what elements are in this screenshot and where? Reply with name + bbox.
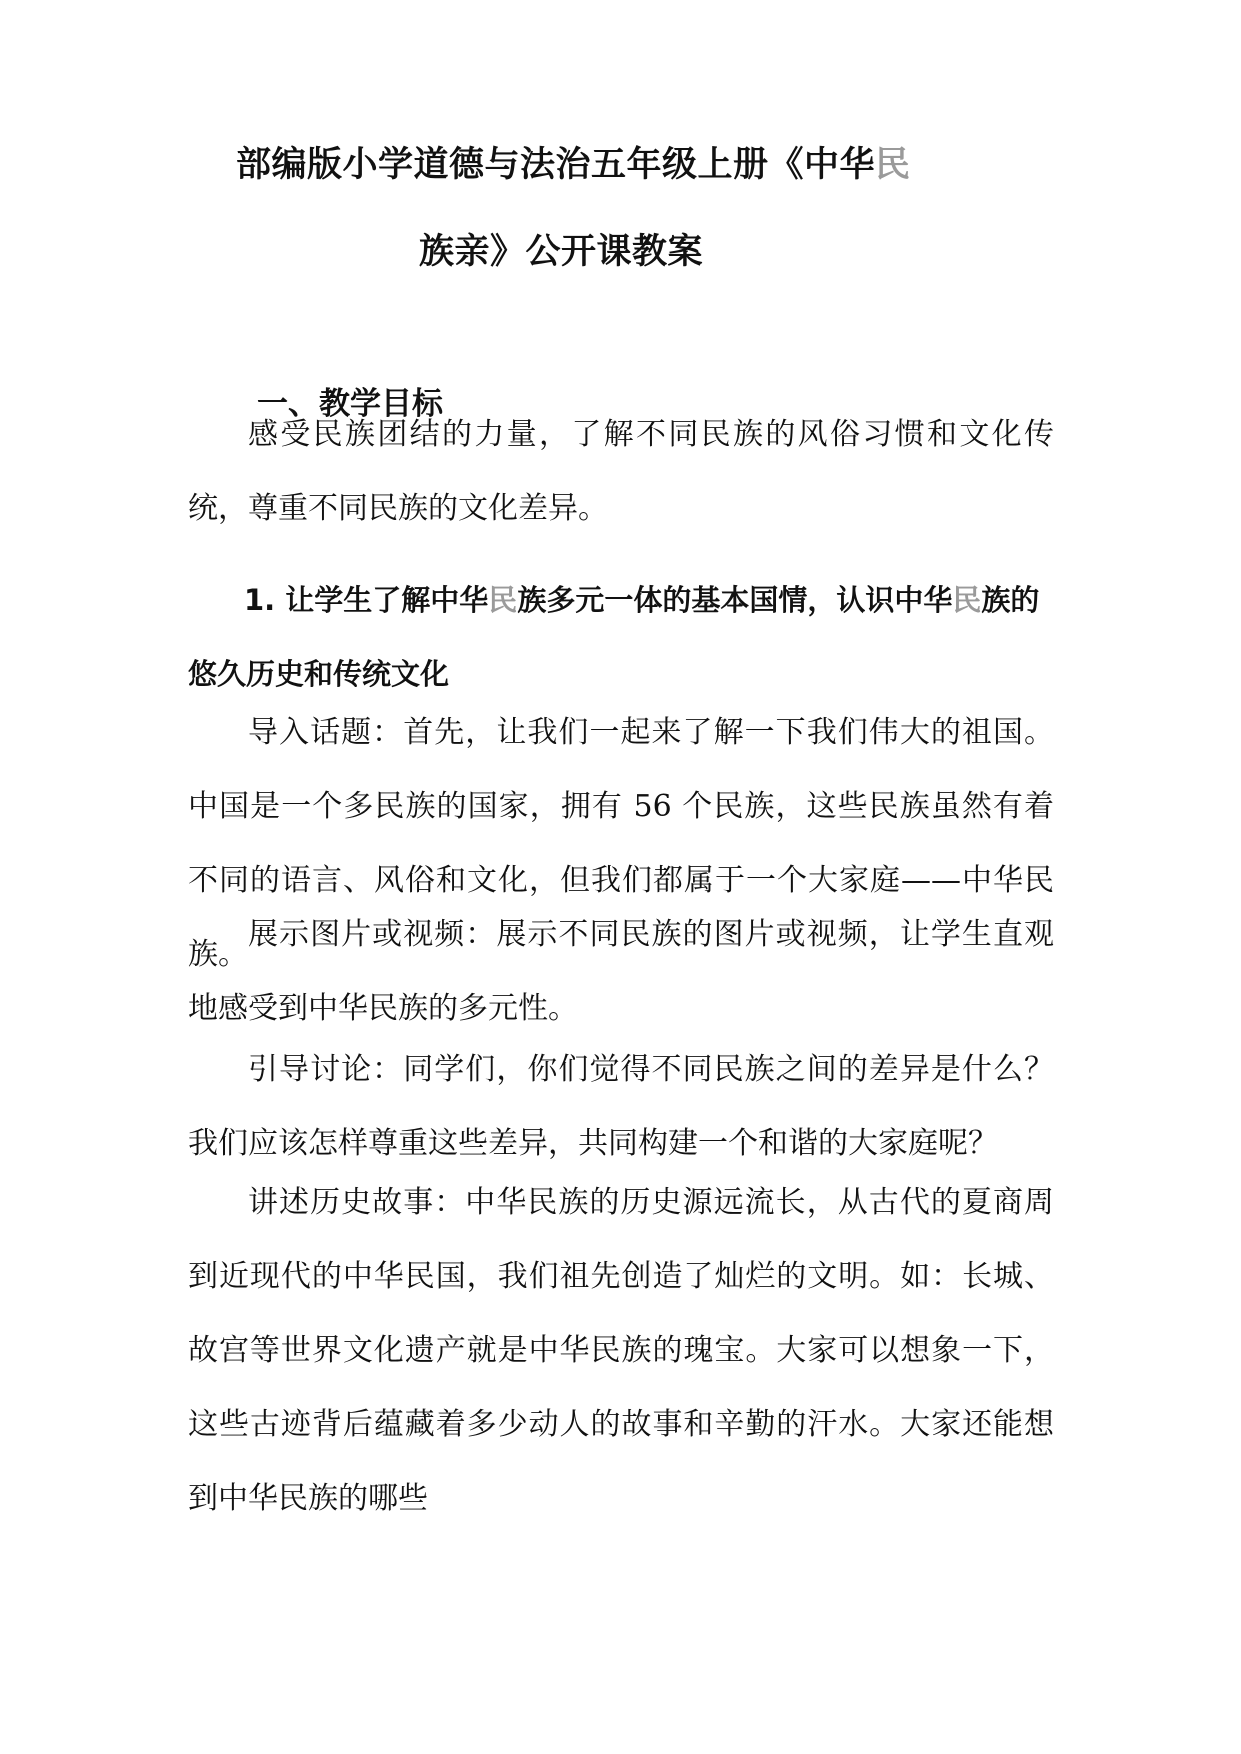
subheading-text-1: 1. 让学生了解中华 [244,583,489,617]
title-faint-character: 民 [875,145,911,185]
subheading-text-2: 族多元一体的基本国情，认识中华 [517,583,953,617]
paragraph-show-media: 展示图片或视频：展示不同民族的图片或视频，让学生直观地感受到中华民族的多元性。 [188,917,1054,1026]
document-title-line-2: 族亲》公开课教案 [419,232,704,272]
document-title-line-1 [236,137,911,187]
paragraph-history-story: 讲述历史故事：中华民族的历史源远流长，从古代的夏商周到近现代的中华民国，我们祖先创造了灿烂的文明。如：长城、故宫等世界文化遗产就是中华民族的瑰宝。大家可以想象一下，这些古迹背后蕴藏着多少动人的故事和辛勤的汗水。大家还能想到中华民族的哪些 [188,1185,1054,1516]
subheading-goal-1 [188,563,1054,711]
title-text: 部编版小学道德与法治五年级上册《中华 [236,145,876,185]
paragraph-goals-intro: 感受民族团结的力量，了解不同民族的风俗习惯和文化传统，尊重不同民族的文化差异。 [188,417,1054,526]
subheading-text-3: 族的悠久历史和传统文化 [188,583,1040,691]
section-heading-teaching-goals: 一、教学目标 [257,386,443,422]
paragraph-guided-discussion: 引导讨论：同学们，你们觉得不同民族之间的差异是什么？我们应该怎样尊重这些差异，共同构建一个和谐的大家庭呢？ [188,1052,1054,1161]
subheading-faint-character-1: 民 [488,583,518,617]
paragraph-intro-topic: 导入话题：首先，让我们一起来了解一下我们伟大的祖国。中国是一个多民族的国家，拥有 56 个民族，这些民族虽然有着不同的语言、风俗和文化，但我们都属于一个大家庭——中华民族。 [188,715,1054,972]
subheading-faint-character-2: 民 [952,583,982,617]
